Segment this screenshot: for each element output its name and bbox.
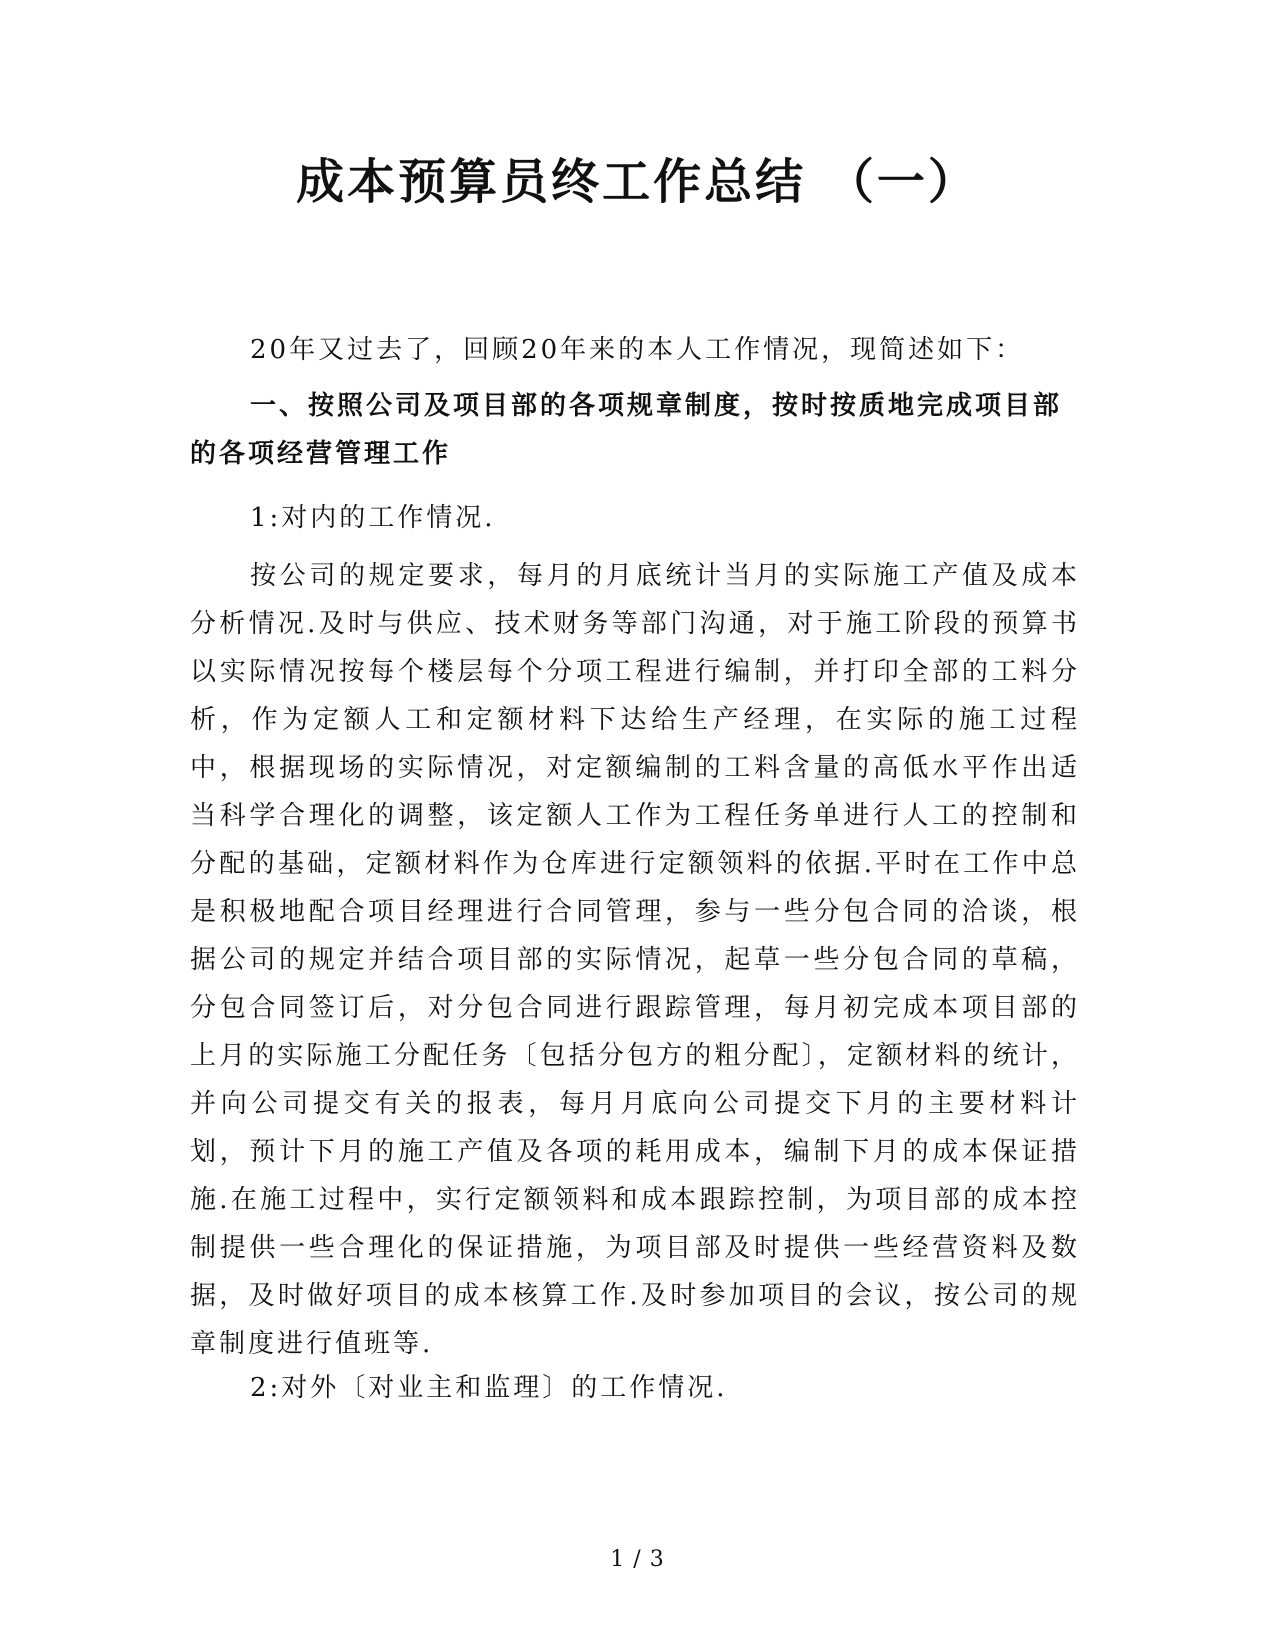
section-heading: 一、按照公司及项目部的各项规章制度，按时按质地完成项目部的各项经营管理工作 [190, 391, 1063, 469]
body-paragraph: 按公司的规定要求，每月的月底统计当月的实际施工产值及成本分析情况.及时与供应、技术财务等部门沟通，对于施工阶段的预算书以实际情况按每个楼层每个分项工程进行编制，并打印全部的工料分析，作为定额人工和定额材料下达给生产经理，在实际的施工过程中，根据现场的实际情况，对定额编制的工料含量的高低水平作出适当科学合理化的调整，该定额人工作为工程任务单进行人工的控制和分配的基础，定额材料作为仓库进行定额领料的依据.平时在工作中总是积极地配合项目经理进行合同管理，参与一些分包合同的洽谈，根据公司的规定并结合项目部的实际情况，起草一些分包合同的草稿，分包合同签订后，对分包合同进行跟踪管理，每月初完成本项目部的上月的实际施工分配任务〔包括分包方的粗分配〕，定额材料的统计，并向公司提交有关的报表，每月月底向公司提交下月的主要材料计划，预计下月的施工产值及各项的耗用成本，编制下月的成本保证措施.在施工过程中，实行定额领料和成本跟踪控制，为项目部的成本控制提供一些合理化的保证措施，为项目部及时提供一些经营资料及数据，及时做好项目的成本核算工作.及时参加项目的会议，按公司的规章制度进行值班等. [190, 561, 1080, 1359]
document-title: 成本预算员终工作总结 （一） [296, 154, 979, 210]
sub-heading-internal: 1:对内的工作情况. [250, 503, 496, 533]
sub-heading-external: 2:对外〔对业主和监理〕的工作情况. [250, 1373, 728, 1403]
intro-paragraph: 20年又过去了，回顾20年来的本人工作情况，现简述如下： [250, 335, 1025, 365]
page-number: 1 / 3 [610, 1547, 665, 1572]
